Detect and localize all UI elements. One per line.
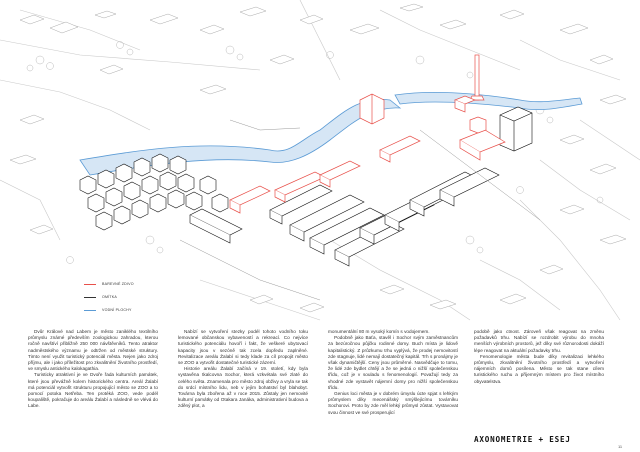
legend-item-plaster (84, 292, 204, 302)
legend-item-colored-brick (84, 279, 204, 289)
legend-swatch-red (84, 284, 96, 285)
legend-swatch-black (84, 297, 96, 298)
paragraph: Turisticky atraktivní je ve Dvoře řada kulturních památek, které jsou převážně kolem historického centra. Areál Žalabí má potenciál vytvořit strukturu propojující město se ZOO a to pomocí potoka Netřeba. Ten protéká ZOO, vede podél koupaliště, pokračuje do areálu Žalabí a následně se vlévá do Labe. (28, 372, 158, 409)
paragraph: monumentální 80 m vysoký komín s vodojemem. (328, 329, 430, 334)
paragraph: Dvůr Králové nad Labem je město zaniklého textilního průmyslu známé především zoologickou zahradou, kterou ročně navštíví přibližně 250 000 návštěvníků. Tento atraktor nadměstského významu je odtržen od městské struktury. Timto není využit turistický potenciál města. Nejen jako zdroj příjmu, ale i jako příležitost pro zkvalitnění životního prostředí, ve smyslu antického kalokagathia. (28, 329, 158, 372)
legend-label: OMÍTKA (102, 295, 117, 299)
legend-label: VODNÍ PLOCHY (102, 308, 132, 312)
legend-label: BAREVNÉ ZDIVO (102, 282, 134, 286)
legend-swatch-blue (84, 310, 96, 311)
essay-column-4 (474, 329, 604, 385)
paragraph: podobě jako ctnost. Zároveň však reagovat na změnu požadavků trhu. Nabízí se rozdrobit výrobu do mnoha menších výrobních prostorů, jež díky své různorodosti dokáží lépe reagovat na aktuální požadavky trhu. (474, 329, 604, 353)
paragraph: Podobně jako Baťa, stavěl i Sochor svým zaměstnancům za bezúročnou půjčku rodinné domy. Buch místa je lidově kapitalistický. Z průzkumu trhu vyplývá, že prodej nemovitostí zde stagnuje, lidé nemají dostatečný kapitál. Trh s pronájmy je však dynamičtější. Ceny jsou průměrné. Nasvědčuje to tomu, že lidé zde bydlet chtějí a že se jedná o nižší společenskou třídu, což je v souladu s fenomenologií. Považují tedy za vhodné zde vystavět nájemní domy pro nižší společenskou třídu. (328, 335, 458, 390)
page-number: 11 (618, 444, 623, 449)
essay-column-3 (328, 329, 458, 416)
essay-columns (28, 329, 612, 441)
paragraph: Fenomenologie města bude díky revitalizaci lehkého průmyslu, zkvalitnění životního prostředí a vytvoření nájemních domů posílena. Město se tak stane cílem turistického ruchu a příjemným místem pro život místního obyvatelstva. (474, 353, 604, 384)
essay-column-2 (178, 329, 308, 410)
trees (27, 42, 603, 264)
legend (84, 279, 204, 318)
legend-item-water (84, 305, 204, 315)
paragraph: Historie areálu Žalabí začíná v 19. století, kdy byla vystavěna tkalcovna Sochor, která vzkvétala své zlaté do celého světa. Znamenala pro město zdroj obživy a vryla se tak do srdcí místního lidu, neb v jejím bohatství byl blahobyt. Továrna byla zbořena až v roce 2015. Zůstaly jen nemovité kulturní památky od Otakara Janáka, administrativní budova a zděný plot, a (178, 366, 308, 409)
page-title: AXONOMETRIE + ESEJ (474, 435, 571, 444)
essay-column-1 (28, 329, 158, 410)
paragraph: Nabízí se vytvoření stezky podél tohoto vodního toku lemované občanskou vybaveností a rekreací. Co nejvíce turistického potenciálu hovoří i fakt, že veškeré ubytovací kapacity jsou v sezóně tak zcela dopředu zaplněné. Revitalizace areálu Žalabí si tedy klade za cíl propojit město se ZOO a vytvořit dostatečné turistické zázemí. (178, 329, 308, 366)
paragraph: Genius loci města je v dobrém úmyslu úcte spjat s lehkým průmyslem díky mecenášský smýšlejícímu továrníku Sochorovi. Proto by zde měl lehký průmysl zůstat. Vystavovat svou činnost ve své prosperující (328, 391, 458, 415)
